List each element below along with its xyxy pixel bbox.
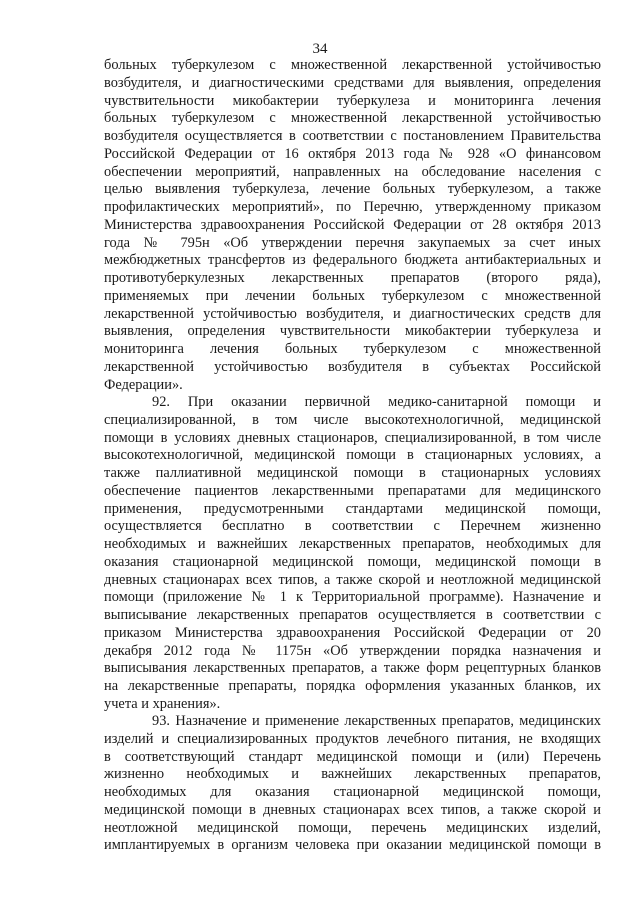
text-line: медицинской помощи в дневных стационарах всех типов, а также скорой и [104,801,601,818]
text-line: высокотехнологичной, медицинской помощи в стационарных условиях, а [104,447,601,464]
text-line: возбудителя, и диагностическими средствами для выявления, определения [104,74,601,91]
text-line: приказом Министерства здравоохранения Российской Федерации от 20 [104,624,601,641]
text-line: целью выявления туберкулеза, лечение больных туберкулезом, а также [104,181,601,198]
text-line: выписывания лекарственных препаратов, а также форм рецептурных бланков [104,660,601,677]
text-line: профилактических мероприятий», по Перечню, утвержденному приказом [104,199,601,215]
text-line: оказания стационарной медицинской помощи, медицинской помощи в [104,553,601,570]
text-line: чувствительности микобактерии туберкулеза и мониторинга лечения [104,92,601,109]
text-line: дневных стационарах всех типов, а также скорой и неотложной медицинской [104,571,601,588]
text-line: выписывание лекарственных препаратов осуществляется в соответствии с [104,607,601,623]
text-line: 92. При оказании первичной медико-санитарной помощи и [152,394,601,410]
text-line: мониторинга лечения больных туберкулезом с множественной [104,341,601,357]
text-line: применения, предусмотренными стандартами медицинской помощи, [104,500,601,517]
paragraph-93 [104,713,601,855]
text-line: Министерства здравоохранения Российской Федерации от 28 октября 2013 [104,216,601,233]
text-line: противотуберкулезных лекарственных препаратов (второго ряда), [104,270,601,286]
text-line: Российской Федерации от 16 октября 2013 года № 928 «О финансовом [104,145,601,162]
text-line: помощи в условиях дневных стационаров, специализированной, в том числе [104,429,601,446]
text-line: лекарственной устойчивостью возбудителя в субъектах Российской [104,358,601,375]
text-line: помощи (приложение № 1 к Территориальной программе). Назначение и [104,589,601,606]
text-line: больных туберкулезом с множественной лекарственной устойчивостью [104,110,601,127]
paragraph-92 [104,394,601,714]
text-line: неотложной медицинской помощи, перечень медицинских изделий, [104,819,601,836]
text-line: специализированной, в том числе высокотехнологичной, медицинской [104,411,601,428]
text-line: также паллиативной медицинской помощи в стационарных условиях [104,465,601,481]
text-line: обеспечении мероприятий, направленных на обследование населения с [104,163,601,180]
text-line: имплантируемых в организм человека при оказании медицинской помощи в [104,837,601,854]
text-line: декабря 2012 года № 1175н «Об утверждении порядка назначения и [104,642,601,659]
text-line: учета и хранения». [104,695,221,712]
text-line: изделий и специализированных продуктов лечебного питания, не входящих [104,730,601,747]
text-line: возбудителя осуществляется в соответствии с постановлением Правительства [104,128,601,144]
page-number: 34 [312,41,328,57]
text-line: межбюджетных трансфертов из федерального бюджета антибактериальных и [104,252,601,269]
text-line: года № 795н «Об утверждении перечня закупаемых за счет иных [104,234,601,251]
text-line: необходимых и важнейших лекарственных препаратов, необходимых для [104,536,601,552]
text-line: в соответствующий стандарт медицинской помощи и (или) Перечень [104,748,601,765]
text-line: на лекарственные препараты, порядка оформления указанных бланков, их [104,678,601,694]
text-line: жизненно необходимых и важнейших лекарственных препаратов, [104,766,601,783]
text-line: 93. Назначение и применение лекарственных препаратов, медицинских [152,713,601,729]
text-line: Федерации». [104,376,183,393]
paragraph-continuation [104,57,601,394]
text-line: лекарственной устойчивостью возбудителя, и диагностических средств для [104,305,601,322]
text-line: выявления, определения чувствительности микобактерии туберкулеза и [104,323,601,340]
text-line: применяемых при лечении больных туберкулезом с множественной [104,287,601,304]
text-line: обеспечение пациентов лекарственными препаратами для медицинского [104,482,601,499]
text-line: осуществляется бесплатно в соответствии с Перечнем жизненно [104,518,601,535]
text-line: больных туберкулезом с множественной лекарственной устойчивостью [104,57,601,73]
text-line: необходимых для оказания стационарной медицинской помощи, [104,784,601,800]
